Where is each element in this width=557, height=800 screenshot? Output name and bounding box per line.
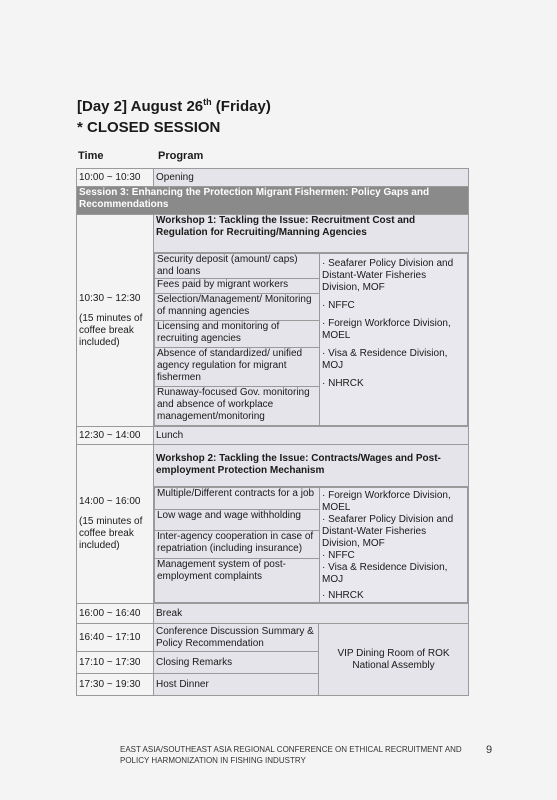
topic-item: Licensing and monitoring of recruiting agencies	[155, 321, 320, 348]
topic-item: Absence of standardized/ unified agency regulation for migrant fishermen	[155, 348, 320, 387]
organization-item: · NFFC	[322, 550, 355, 561]
organization-item: · Visa & Residence Division, MOJ	[322, 562, 448, 585]
page-footer: EAST ASIA/SOUTHEAST ASIA REGIONAL CONFERENCE ON ETHICAL RECRUITMENT AND POLICY HARMONIZATION IN FISHING INDUSTRY	[120, 745, 462, 765]
organization-item: · NHRCK	[322, 590, 364, 601]
workshop-title-row	[77, 215, 469, 253]
time-cell: 12:30 ~ 14:00	[77, 427, 154, 445]
topic-item: Security deposit (amount/ caps) and loans	[155, 254, 320, 279]
time-cell	[77, 215, 154, 427]
time-range: 14:00 ~ 16:00	[79, 496, 141, 507]
topic-item: Inter-agency cooperation in case of repatriation (including insurance)	[155, 530, 320, 559]
organization-item: · Seafarer Policy Division and Distant-Water Fisheries Division, MOF	[322, 258, 454, 293]
column-header-program: Program	[158, 150, 204, 162]
organization-item: · Visa & Residence Division, MOJ	[322, 348, 448, 371]
time-cell	[77, 445, 154, 604]
time-cell: 17:30 ~ 19:30	[77, 674, 154, 696]
table-row	[77, 169, 469, 187]
workshop-title: Workshop 1: Tackling the Issue: Recruitment Cost and Regulation for Recruiting/Manning Agencies	[154, 215, 469, 253]
table-row	[77, 427, 469, 445]
topic-item: Selection/Management/ Monitoring of manning agencies	[155, 294, 320, 321]
organizations-cell	[320, 254, 468, 426]
topic-item: Fees paid by migrant workers	[155, 279, 320, 294]
page-number: 9	[486, 744, 493, 756]
break-note: (15 minutes of coffee break included)	[79, 312, 143, 348]
program-cell: Conference Discussion Summary & Policy Recommendation	[154, 624, 319, 652]
session-heading: Session 3: Enhancing the Protection Migrant Fishermen: Policy Gaps and Recommendations	[77, 187, 469, 215]
column-header-time: Time	[78, 150, 104, 162]
time-range: 10:30 ~ 12:30	[79, 292, 141, 304]
program-cell: Lunch	[154, 427, 469, 445]
workshop-title-row	[77, 445, 469, 487]
topic-item: Runaway-focused Gov. monitoring and absence of workplace management/monitoring	[155, 387, 320, 426]
break-note: (15 minutes of coffee break included)	[79, 516, 143, 551]
table-row	[77, 624, 469, 652]
time-cell: 16:40 ~ 17:10	[77, 624, 154, 652]
program-cell: Opening	[154, 169, 469, 187]
workshop-title: Workshop 2: Tackling the Issue: Contracts/Wages and Post-employment Protection Mechanism	[154, 445, 469, 487]
workshop-detail-table	[154, 487, 468, 603]
program-cell: Closing Remarks	[154, 652, 319, 674]
time-cell: 10:00 ~ 10:30	[77, 169, 154, 187]
venue-cell: VIP Dining Room of ROK National Assembly	[319, 624, 469, 696]
workshop-detail-table	[154, 253, 468, 426]
day-title: [Day 2] August 26th (Friday)	[77, 97, 271, 115]
topic-item: Low wage and wage withholding	[155, 510, 320, 530]
organization-item: · NFFC	[322, 300, 355, 311]
time-cell: 17:10 ~ 17:30	[77, 652, 154, 674]
table-row	[77, 604, 469, 624]
program-cell: Break	[154, 604, 469, 624]
organization-item: · Seafarer Policy Division and Distant-Water Fisheries Division, MOF	[322, 514, 454, 549]
organizations-cell	[320, 488, 468, 603]
time-cell: 16:00 ~ 16:40	[77, 604, 154, 624]
topic-item: Management system of post-employment complaints	[155, 559, 320, 603]
schedule-table	[76, 168, 469, 696]
program-cell: Host Dinner	[154, 674, 319, 696]
organization-item: · Foreign Workforce Division, MOEL	[322, 490, 451, 513]
session-row	[77, 187, 469, 215]
organization-item: · NHRCK	[322, 378, 364, 389]
organization-item: · Foreign Workforce Division, MOEL	[322, 318, 451, 341]
topic-item: Multiple/Different contracts for a job	[155, 488, 320, 510]
closed-session-label: * CLOSED SESSION	[77, 119, 221, 136]
